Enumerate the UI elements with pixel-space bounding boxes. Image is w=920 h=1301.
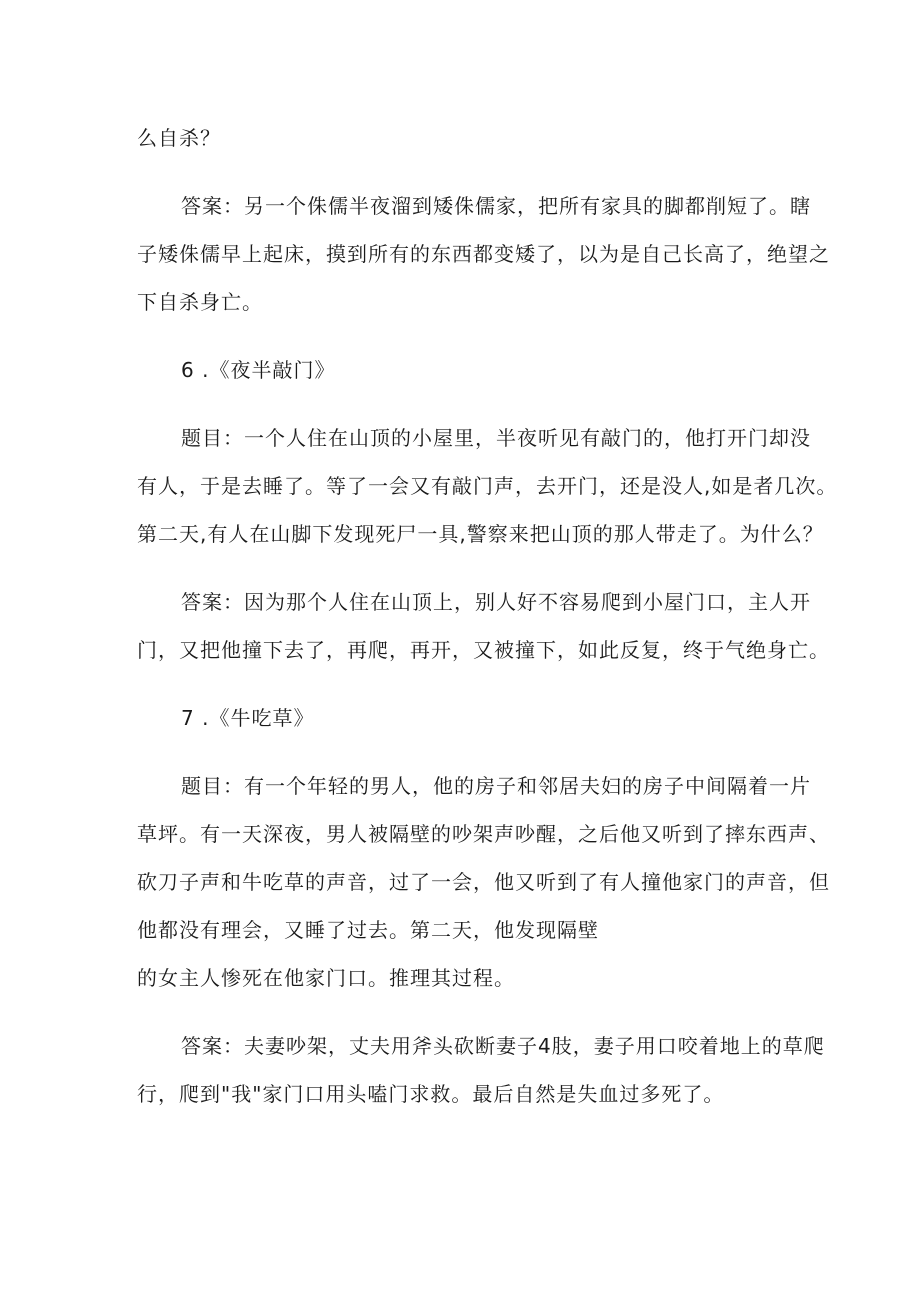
section-heading-6: 6 .《夜半敲门》	[181, 358, 336, 382]
section-heading-7: 7 .《牛吃草》	[181, 706, 315, 730]
text-line: 第二天,有人在山脚下发现死尸一具,警察来把山顶的那人带走了。为什么？	[137, 522, 824, 546]
text-line: 么自杀？	[137, 126, 221, 150]
answer-paragraph-line: 答案：因为那个人住在山顶上，别人好不容易爬到小屋门口，主人开	[181, 590, 811, 614]
question-paragraph-line: 题目：有一个年轻的男人，他的房子和邻居夫妇的房子中间隔着一片	[181, 774, 811, 798]
text-line: 子矮侏儒早上起床，摸到所有的东西都变矮了，以为是自己长高了，绝望之	[137, 242, 830, 266]
text-line: 砍刀子声和牛吃草的声音，过了一会，他又听到了有人撞他家门的声音，但	[137, 870, 830, 894]
text-line: 有人，于是去睡了。等了一会又有敲门声，去开门，还是没人,如是者几次。	[137, 474, 838, 498]
question-paragraph-line: 题目：一个人住在山顶的小屋里，半夜听见有敲门的，他打开门却没	[181, 426, 811, 450]
text-line: 下自杀身亡。	[137, 290, 263, 314]
text-line: 草坪。有一天深夜，男人被隔壁的吵架声吵醒，之后他又听到了摔东西声、	[137, 822, 830, 846]
answer-paragraph-line: 答案：另一个侏儒半夜溜到矮侏儒家，把所有家具的脚都削短了。瞎	[181, 194, 811, 218]
answer-paragraph-line: 答案：夫妻吵架，丈夫用斧头砍断妻子4肢，妻子用口咬着地上的草爬	[181, 1034, 825, 1058]
text-line: 他都没有理会，又睡了过去。第二天，他发现隔壁	[137, 918, 599, 942]
text-line: 行，爬到"我"家门口用头嗑门求救。最后自然是失血过多死了。	[137, 1082, 725, 1106]
text-line: 的女主人惨死在他家门口。推理其过程。	[137, 966, 515, 990]
text-line: 门，又把他撞下去了，再爬，再开，又被撞下，如此反复，终于气绝身亡。	[137, 638, 830, 662]
